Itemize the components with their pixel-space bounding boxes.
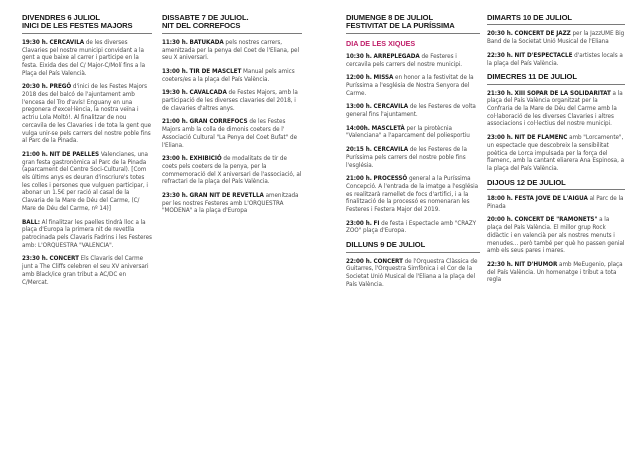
- event-time: 11:30 h.: [162, 38, 188, 46]
- event-time: 20:30 h.: [487, 30, 513, 38]
- column-sunday: [346, 14, 480, 294]
- divider: [346, 252, 480, 253]
- event-text: de Festes Majors, amb la participació de les diverses clavaries del 2018, i de clavaries d'altres anys.: [162, 89, 298, 112]
- event-title: ARREPLEGADA: [373, 52, 420, 60]
- divider: [487, 24, 625, 25]
- event-time: 10:30 h.: [346, 52, 372, 60]
- event-title: TIR DE MASCLET: [189, 67, 242, 75]
- event-text: Valencianes, una gran festa gastronòmica al Parc de la Pinada (aparcament del Centre Soci-Cultural). [Com els últims anys es deuran d'inscriure's totes les colles i persones que vulguen participar, i abonar un 1.5€ per ració al casal de la Clavaria de la Mare de Déu del Carme, (C/ Mare de Déu del Carme, nº 14)]: [22, 150, 148, 212]
- event-text: al Parc de la Pinada: [487, 195, 624, 210]
- day-heading: DIJOUS 12 DE JULIOL: [487, 177, 566, 187]
- event-item: [346, 53, 480, 68]
- event-time: 18:00 h.: [487, 195, 513, 203]
- event-time: 21:30 h.: [487, 89, 513, 97]
- day-heading: DISSABTE 7 DE JULIOL.: [162, 13, 249, 22]
- event-text: de modalitats de tir de coets pels coeters de la penya, per la commemoració del X aniversari de l'associació, al refractari de la plaça del País València.: [162, 155, 302, 186]
- event-time: 22:00 h.: [346, 257, 372, 265]
- event-text: a la plaça del País València. El millor grup Rock didàctic i en valencià per als nostres menuts i menudes... però també per què ho passen genial amb els seus pares i mares.: [487, 216, 625, 255]
- event-title: CERCAVILA: [49, 38, 85, 46]
- event-item: [22, 83, 152, 145]
- event-text: de festa i Espectacle amb "CRAZY ZOO" plaça d'Europa.: [346, 219, 476, 235]
- event-text: a la plaça del País València organitzat per la Confraria de la Mare de Déu del Carme amb la col·laboració de les diverses Clavaries i altres associacions i col·lectius del nostre municipi.: [487, 89, 623, 128]
- event-title: NIT DE PAELLES: [49, 150, 100, 158]
- event-time: 23:30 h.: [162, 192, 188, 200]
- event-item: [346, 258, 480, 289]
- event-item: [346, 74, 480, 97]
- event-title: CONCERT DE "RAMONETS": [514, 216, 598, 224]
- event-item: [487, 195, 625, 210]
- event-item: [22, 219, 152, 250]
- event-title: PROCESSÓ: [373, 175, 408, 183]
- event-title: NIT D'ESPECTACLE: [514, 51, 573, 59]
- event-title: CERCAVILA: [373, 146, 409, 154]
- event-item: [487, 30, 625, 45]
- event-title: NIT DE FLAMENC: [514, 134, 568, 142]
- event-text: de les Festeres de la Puríssima pels carrers del nostre poble fins l'església.: [346, 146, 467, 169]
- event-time: 19:30 h.: [22, 38, 48, 46]
- event-item: [162, 68, 302, 83]
- event-time: 22:30 h.: [487, 260, 513, 268]
- column-tuesday-thursday: [487, 14, 625, 290]
- event-title: CONCERT: [373, 257, 403, 265]
- event-item: [487, 90, 625, 129]
- event-item: [487, 216, 625, 255]
- event-text: de les Festes Majors amb la colla de dimonis coeters de l' Associació Cultural "La Penya del Coet Bufat" de l'Eliana.: [162, 118, 298, 149]
- event-text: Manual pels amics coeters/es a la plaça del País València.: [162, 67, 295, 83]
- thursday-section: [487, 179, 625, 284]
- event-text: d'artistes locals a la plaça del País València.: [487, 51, 623, 67]
- event-item: [22, 255, 152, 286]
- event-title: MASCLETÀ: [371, 124, 405, 132]
- event-item: [346, 146, 480, 169]
- event-text: pels nostres carrers, amenitzada per la penya del Coet de l'Eliana, pel seu X aniversari.: [162, 38, 299, 62]
- event-time: 23:00 h.: [346, 219, 372, 227]
- event-text: amb "Lorcamente", un espectacle que descobreix la sensibilitat poètica de Lorca impulsada per la força del flamenc, amb la cantant eliarera Ana Espinosa, a la plaça del País València.: [487, 134, 625, 172]
- event-text: de l'Orquestra Clàssica de Guitarres, l'Orquestra Simfònica i el Cor de la Societat Unió Musical de l'Eliana a la plaça del País València.: [346, 257, 478, 288]
- event-text: amenitzada per les nostres Festeres amb L'ORQUESTRA "MODENA" a la plaça d'Europa: [162, 192, 299, 215]
- divider: [487, 189, 625, 190]
- event-title: CAVALCADA: [189, 89, 227, 97]
- day-subheading: FESTIVITAT DE LA PURÍSSIMA: [346, 21, 455, 31]
- event-text: Els Clavaris del Carme junt a The Cliffs celebren el seu XV aniversari amb Black/ice gran tribut a AC/DC en C/Mercat.: [22, 255, 149, 286]
- day-heading: DIMARTS 10 DE JULIOL: [487, 13, 572, 22]
- monday-section: [346, 241, 480, 288]
- event-text: en honor a la festivitat de la Puríssima a l'església de Nostra Senyora del Carme.: [346, 74, 474, 97]
- event-text: per la pirotècnia "Valenciana" a l'aparcament del poliesportiu: [346, 124, 470, 140]
- event-text: de les diverses Clavaries pel nostre municipi convidant a la gent a que baixe al carrer i participe en la festa. Eixida des del C/ Major-C/Molí fins a la Plaça del País Valencià.: [22, 38, 146, 77]
- event-time: 23:00 h.: [487, 134, 513, 142]
- event-time: 19:30 h.: [162, 89, 188, 97]
- event-item: [346, 220, 480, 235]
- event-text: amb MeEugenio, plaça del País València. Un homenatge i tribut a tota regla: [487, 260, 623, 284]
- event-title: CERCAVILA: [373, 103, 409, 111]
- event-item: [22, 151, 152, 213]
- event-time: 13:00 h.: [162, 67, 188, 75]
- event-title: CONCERT: [49, 255, 79, 263]
- event-time: 23:30 h.: [22, 255, 48, 263]
- event-item: [162, 155, 302, 186]
- event-item: [346, 103, 480, 118]
- divider: [162, 33, 302, 34]
- event-item: [162, 118, 302, 149]
- event-item: [346, 175, 480, 214]
- event-title: BALL:: [22, 218, 40, 226]
- event-time: 23:00 h.: [162, 155, 188, 163]
- event-item: [487, 134, 625, 173]
- event-item: [162, 192, 302, 215]
- event-text: d'inici de les Festes Majors 2018 des del balcó de l'ajuntament amb l'encesa del Tro d'avís! Enguany en una pregonera d'excel·lència, la nostra veïna i actriu Lola Moltó!. Al finalitzar de nou cercavila de les Clavaries i de tota la gent que vulga unir-se pels carrers del nostre poble fins al Parc de la Pinada.: [22, 83, 152, 145]
- event-item: [162, 89, 302, 112]
- day-heading: DILLUNS 9 DE JULIOL: [346, 240, 426, 250]
- event-title: GRAN CORREFOCS: [189, 118, 248, 126]
- event-item: [346, 125, 480, 140]
- event-title: CONCERT DE JAZZ: [514, 30, 571, 38]
- event-time: 21:00 h.: [22, 150, 48, 158]
- section-subtitle: DIA DE LES XIQUES: [346, 38, 416, 48]
- event-time: 13:00 h.: [346, 103, 372, 111]
- event-item: [487, 261, 625, 284]
- divider: [487, 84, 625, 85]
- event-item: [22, 39, 152, 78]
- event-title: GRAN NIT DE REVETLLA: [189, 192, 264, 200]
- wednesday-section: [487, 73, 625, 172]
- event-time: 21:00 h.: [346, 175, 372, 183]
- day-heading: DIMECRES 11 DE JULIOL: [487, 72, 577, 82]
- event-title: PREGÓ: [49, 83, 72, 91]
- day-subheading: INICI DE LES FESTES MAJORS: [22, 21, 133, 31]
- event-time: 20:15 h.: [346, 146, 372, 154]
- column-friday: [22, 14, 152, 292]
- day-heading: DIUMENGE 8 DE JULIOL: [346, 13, 434, 22]
- event-title: MISSA: [373, 74, 394, 82]
- event-text: per la JazzUME Big Band de la Societat Unió Musical de l'Eliana: [487, 30, 625, 46]
- event-title: EXHIBICIÓ: [189, 155, 222, 163]
- event-time: 12:00 h.: [346, 74, 372, 82]
- day-subheading: NIT DEL CORREFOCS: [162, 21, 241, 31]
- event-title: FESTA JOVE DE L'AIGUA: [514, 195, 588, 203]
- event-item: [487, 52, 625, 67]
- event-title: XIII SOPAR DE LA SOLIDARITAT: [514, 89, 611, 97]
- divider: [22, 33, 152, 34]
- event-time: 22:30 h.: [487, 51, 513, 59]
- event-text: de Festeres i cercavila pels carrers del nostre municipi.: [346, 52, 463, 68]
- event-time: 14:00h.: [346, 124, 370, 132]
- day-heading: DIVENDRES 6 JULIOL: [22, 13, 100, 22]
- event-time: 20:00 h.: [487, 216, 513, 224]
- event-title: BATUKADA: [189, 38, 224, 46]
- event-item: [162, 39, 302, 62]
- column-saturday: [162, 14, 302, 221]
- event-title: NIT D'HUMOR: [514, 260, 558, 268]
- event-time: 21:00 h.: [162, 118, 188, 126]
- event-text: general a la Puríssima Concepció. A l'entrada de la imatge a l'església es realitzarà ramellet de focs d'artifici, i a la finalització de la processó es nomenaran les Festeres i Festera Major del 2019.: [346, 175, 479, 214]
- event-time: 20:30 h.: [22, 83, 48, 91]
- event-text: de les Festeres de volta general fins l'ajuntament.: [346, 103, 476, 119]
- event-title: FI: [373, 219, 380, 227]
- divider: [346, 33, 480, 34]
- event-text: Al finalitzar les paelles tindrà lloc a la plaça d'Europa la primera nit de revetlla patrocinada pels Clavaris Fadrins i les Festeres amb: L'ORQUESTRA "VALENCIA".: [22, 218, 152, 249]
